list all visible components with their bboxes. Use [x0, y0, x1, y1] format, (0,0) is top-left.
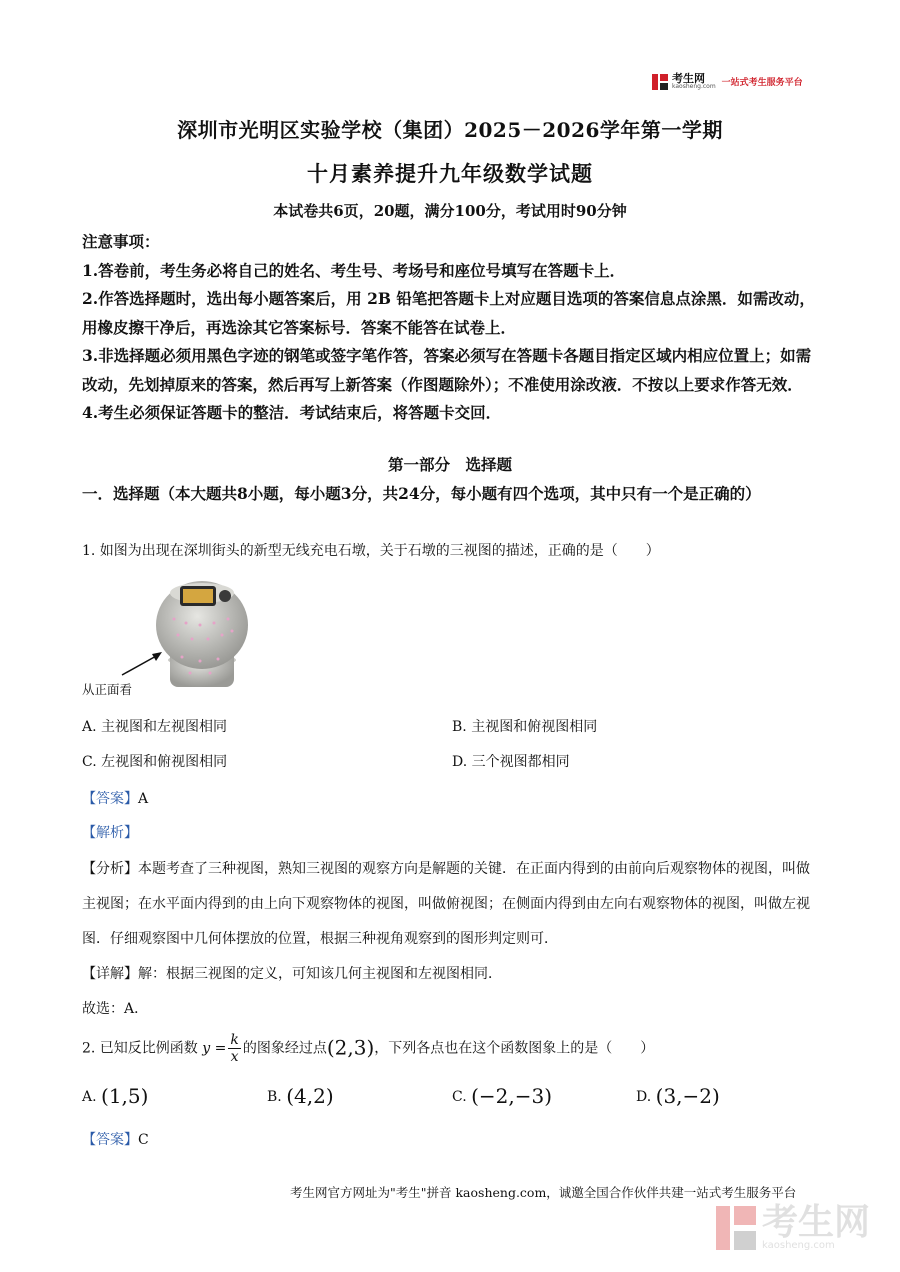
part-title: 一．选择题（本大题共8小题，每小题3分，共24分，每小题有四个选项，其中只有一个是正确的） — [82, 484, 761, 503]
frac-denominator: x — [230, 1049, 239, 1065]
answer-tag: 【答案】 — [82, 791, 138, 807]
q2-option-a-label: A. — [82, 1089, 97, 1105]
q2-option-d-value: (3,−2) — [655, 1084, 720, 1108]
q2-point: (2,3) — [326, 1035, 375, 1060]
q2-answer-value: C — [138, 1132, 149, 1148]
note-item-3: 3.非选择题必须用黑色字迹的钢笔或签字笔作答，答案必须写在答题卡各题目指定区域内相应位置上；如需改动，先划掉原来的答案，然后再写上新答案（作图题除外）；不准使用涂改液．不按以上要求作答无效． — [82, 346, 812, 394]
q2-stem-mid: 的图象经过点 — [242, 1040, 327, 1057]
q1-option-a[interactable]: A. 主视图和左视图相同 — [82, 719, 228, 735]
q2-option-c-label: C. — [452, 1089, 467, 1105]
header-logo[interactable] — [652, 73, 803, 90]
front-view-label: 从正面看 — [82, 682, 133, 697]
footer-text: 考生网官方网址为"考生"拼音 kaosheng.com，诚邀全国合作伙伴共建一站式考生服务平台 — [290, 1185, 797, 1200]
q1-answer — [82, 788, 148, 808]
q2-answer — [82, 1129, 149, 1149]
note-item-1: 1.答卷前，考生务必将自己的姓名、考生号、考场号和座位号填写在答题卡上． — [82, 260, 626, 280]
q1-choose: 故选：A． — [82, 1001, 149, 1017]
notes-heading: 注意事项： — [82, 232, 160, 251]
logo-slogan: 一站式考生服务平台 — [721, 78, 803, 88]
q2-func-lhs: y = — [202, 1040, 227, 1057]
q1-option-b[interactable]: B. 主视图和俯视图相同 — [452, 719, 598, 735]
q2-option-b-label: B. — [267, 1089, 282, 1105]
frac-numerator: k — [230, 1032, 239, 1048]
q2-option-a-value: (1,5) — [101, 1084, 149, 1108]
brand-logo-icon — [652, 74, 668, 90]
q2-stem-pre: 2. 已知反比例函数 — [82, 1040, 198, 1057]
q2-option-b[interactable] — [267, 1084, 334, 1108]
q2-stem-post: ，下列各点也在这个函数图象上的是（ ） — [374, 1040, 655, 1057]
q2-answer-tag: 【答案】 — [82, 1132, 138, 1148]
notes-block — [82, 228, 822, 428]
q2-option-d-label: D. — [636, 1089, 652, 1105]
section-title: 第一部分 选择题 — [387, 455, 512, 474]
fenxi-tag: 【分析】 — [82, 861, 138, 877]
q1-option-d[interactable]: D. 三个视图都相同 — [452, 754, 570, 770]
logo-name: 考生网 — [672, 72, 705, 85]
q1-analysis — [82, 852, 822, 1027]
q2-fraction — [228, 1032, 240, 1065]
detail-tag: 【详解】 — [82, 966, 138, 982]
q2-option-b-value: (4,2) — [286, 1084, 334, 1108]
fenxi-text: 本题考查了三种视图，熟知三视图的观察方向是解题的关键．在正面内得到的由前向后观察物体的视图，叫做主视图；在水平面内得到的由上向下观察物体的视图，叫做俯视图；在侧面内得到由左向右观察物体的视图，叫做左视图．仔细观察图中几何体摆放的位置，根据三种视角观察到的图形判定则可． — [82, 861, 810, 947]
q1-fenxi — [82, 852, 822, 957]
q2-option-d[interactable] — [636, 1084, 720, 1108]
q2-option-a[interactable] — [82, 1084, 148, 1108]
q2-option-c[interactable] — [452, 1084, 552, 1108]
note-item-2: 2.作答选择题时，选出每小题答案后，用 2B 铅笔把答题卡上对应题目选项的答案信息点涂黑．如需改动，用橡皮擦干净后，再选涂其它答案标号．答案不能答在试卷上． — [82, 289, 815, 337]
q1-analysis-tag: 【解析】 — [82, 825, 138, 841]
watermark-logo-icon — [716, 1206, 756, 1250]
exam-info: 本试卷共6页，20题，满分100分，考试用时90分钟 — [273, 202, 627, 220]
logo-domain: kaosheng.com — [672, 83, 716, 90]
exam-title: 深圳市光明区实验学校（集团）2025－2026学年第一学期 — [177, 118, 723, 142]
q1-detail — [82, 957, 822, 992]
exam-subject-title: 十月素养提升九年级数学试题 — [307, 161, 593, 186]
question-1-stem: 1. 如图为出现在深圳街头的新型无线充电石墩，关于石墩的三视图的描述，正确的是（ ） — [82, 543, 660, 559]
watermark-domain: kaosheng.com — [762, 1240, 835, 1251]
question-2-stem — [82, 1032, 654, 1065]
watermark-name: 考生网 — [762, 1202, 871, 1243]
q1-option-c[interactable]: C. 左视图和俯视图相同 — [82, 754, 228, 770]
answer-value: A — [138, 791, 149, 807]
watermark — [716, 1202, 871, 1251]
detail-text: 解：根据三视图的定义，可知该几何主视图和左视图相同． — [138, 966, 502, 982]
note-item-4: 4.考生必须保证答题卡的整洁．考试结束后，将答题卡交回． — [82, 403, 502, 422]
q2-option-c-value: (−2,−3) — [471, 1084, 553, 1108]
